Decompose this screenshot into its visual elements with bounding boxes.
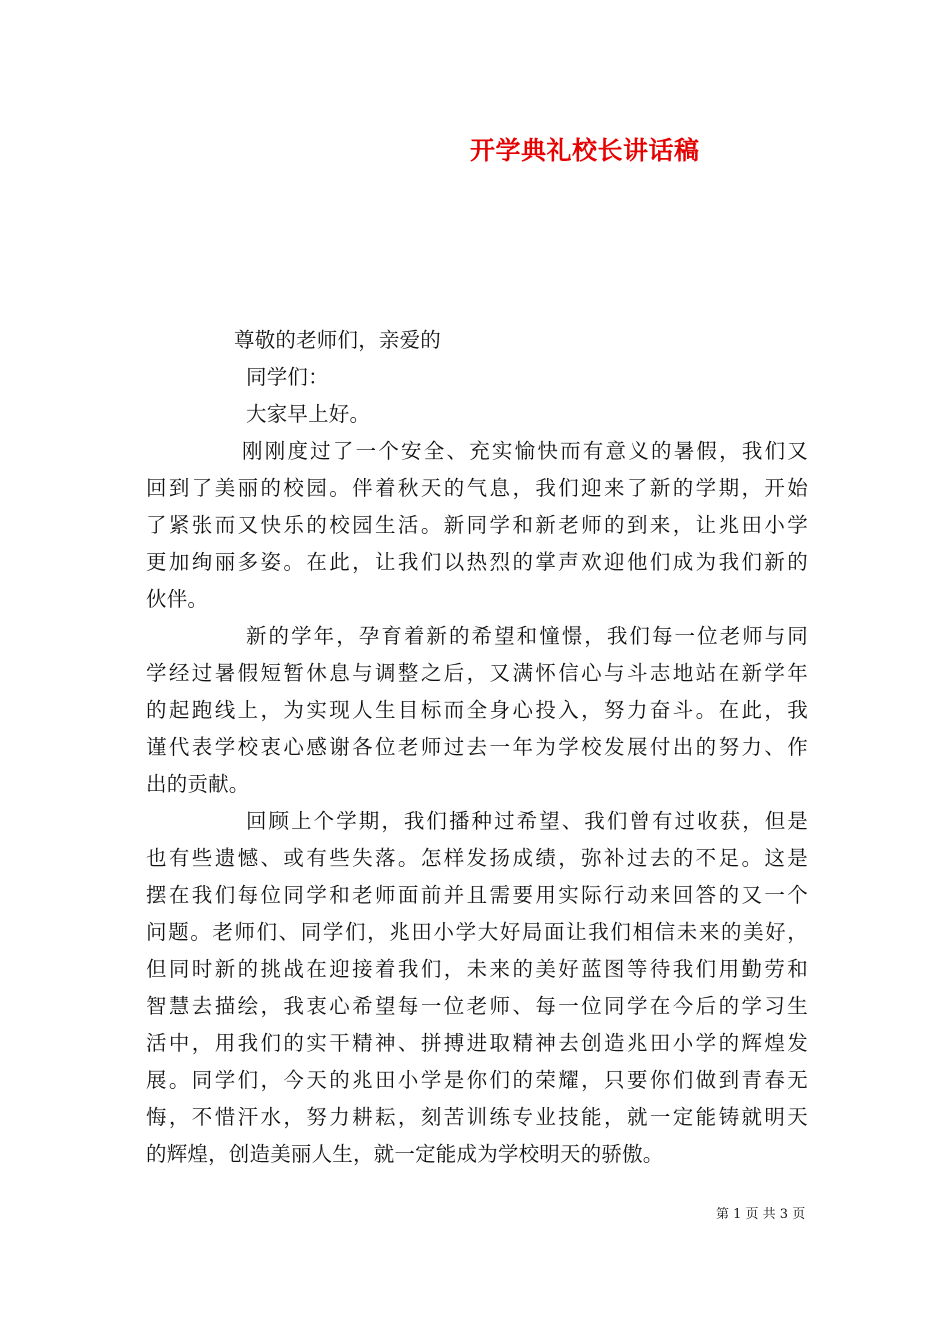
paragraph-2-line: 的起跑线上，为实现人生目标而全身心投入，努力奋斗。在此，我 bbox=[146, 698, 808, 722]
paragraph-2-line: 学经过暑假短暂休息与调整之后，又满怀信心与斗志地站在新学年 bbox=[146, 661, 808, 685]
paragraph-1-line: 回到了美丽的校园。伴着秋天的气息，我们迎来了新的学期，开始 bbox=[146, 476, 808, 500]
paragraph-1-line: 更加绚丽多姿。在此，让我们以热烈的掌声欢迎他们成为我们新的 bbox=[146, 550, 808, 574]
greeting: 大家早上好。 bbox=[246, 402, 371, 426]
paragraph-1-line: 伙伴。 bbox=[146, 587, 209, 611]
paragraph-3-line: 摆在我们每位同学和老师面前并且需要用实际行动来回答的又一个 bbox=[146, 883, 808, 907]
document-body bbox=[146, 322, 808, 1173]
paragraph-3-line: 也有些遗憾、或有些失落。怎样发扬成绩，弥补过去的不足。这是 bbox=[146, 846, 808, 870]
paragraph-2-line: 新的学年，孕育着新的希望和憧憬，我们每一位老师与同 bbox=[246, 624, 808, 648]
paragraph-3-line: 回顾上个学期，我们播种过希望、我们曾有过收获，但是 bbox=[246, 809, 808, 833]
paragraph-3-line: 活中，用我们的实干精神、拼搏进取精神去创造兆田小学的辉煌发 bbox=[146, 1031, 808, 1055]
paragraph-3-line: 智慧去描绘，我衷心希望每一位老师、每一位同学在今后的学习生 bbox=[146, 994, 808, 1018]
paragraph-3-line: 问题。老师们、同学们，兆田小学大好局面让我们相信未来的美好， bbox=[146, 920, 808, 944]
paragraph-2-line: 出的贡献。 bbox=[146, 772, 250, 796]
document-title: 开学典礼校长讲话稿 bbox=[470, 136, 700, 165]
page-number-footer: 第 1 页 共 3 页 bbox=[716, 1207, 806, 1222]
paragraph-1-line: 刚刚度过了一个安全、充实愉快而有意义的暑假，我们又 bbox=[242, 439, 808, 463]
paragraph-1-line: 了紧张而又快乐的校园生活。新同学和新老师的到来，让兆田小学 bbox=[146, 513, 808, 537]
salutation-line-2: 同学们： bbox=[246, 365, 329, 389]
paragraph-2-line: 谨代表学校衷心感谢各位老师过去一年为学校发展付出的努力、作 bbox=[146, 735, 808, 759]
salutation-line-1: 尊敬的老师们，亲爱的 bbox=[234, 328, 441, 352]
paragraph-3-line: 展。同学们，今天的兆田小学是你们的荣耀，只要你们做到青春无 bbox=[146, 1068, 808, 1092]
paragraph-3-line: 的辉煌，创造美丽人生，就一定能成为学校明天的骄傲。 bbox=[146, 1142, 664, 1166]
paragraph-3-line: 但同时新的挑战在迎接着我们，未来的美好蓝图等待我们用勤劳和 bbox=[146, 957, 808, 981]
paragraph-3-line: 悔，不惜汗水，努力耕耘，刻苦训练专业技能，就一定能铸就明天 bbox=[146, 1105, 808, 1129]
